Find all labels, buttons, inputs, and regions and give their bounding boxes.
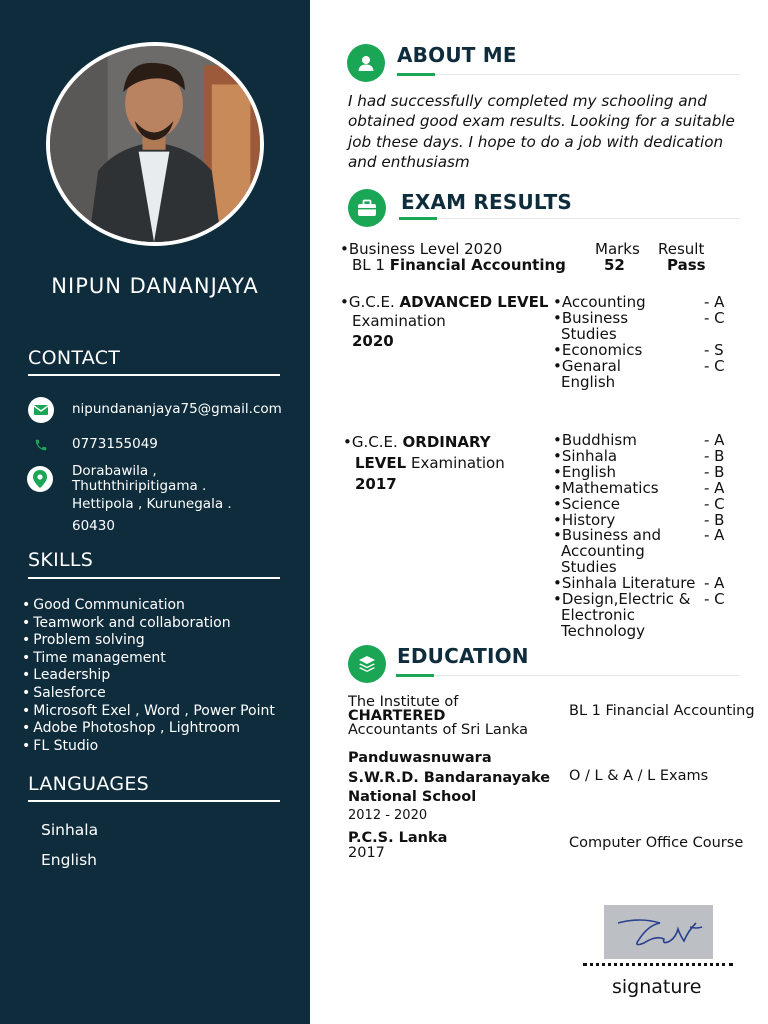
education-institution: [348, 694, 528, 739]
education-divider: [434, 675, 740, 676]
list-item: •Accounting: [553, 293, 646, 311]
advanced-subjects: [553, 295, 646, 390]
ordinary-level-year: 2017: [355, 475, 397, 493]
sidebar: [0, 0, 310, 1024]
location-pin-icon: [27, 466, 53, 492]
ordinary-subjects: [553, 433, 695, 640]
skills-divider: [28, 577, 280, 579]
list-item: • FL Studio: [22, 738, 275, 756]
marks-header: Marks: [595, 240, 640, 258]
grade: - C: [704, 356, 725, 375]
list-item: •English: [553, 462, 617, 481]
list-item: •Sinhala: [553, 446, 618, 465]
education-institution: [348, 831, 447, 861]
result-value: Pass: [667, 256, 706, 274]
skills-list: [22, 597, 275, 755]
language-item: Sinhala: [41, 821, 99, 839]
contact-address: [72, 463, 232, 535]
list-item: Studies: [561, 324, 617, 343]
institution-line: The Institute of: [348, 694, 459, 710]
list-item: Electronic: [561, 605, 635, 624]
list-item: • Time management: [22, 650, 275, 668]
grade: - A: [704, 431, 725, 449]
list-item: •Economics: [553, 340, 643, 359]
list-item: •Sinhala Literature: [553, 574, 696, 593]
address-line: Dorabawila ,: [72, 463, 157, 479]
ordinary-level-exam: [355, 455, 505, 471]
education-course: O / L & A / L Exams: [569, 768, 709, 784]
contact-divider: [28, 374, 280, 376]
list-item: •Business and: [553, 526, 661, 545]
languages-heading: LANGUAGES: [28, 773, 150, 795]
education-accent-line: [396, 674, 434, 677]
language-item: English: [41, 851, 97, 869]
contact-email[interactable]: nipundananjaya75@gmail.com: [72, 401, 282, 417]
signature-label: signature: [612, 976, 702, 998]
briefcase-icon: [348, 189, 386, 227]
ordinary-grades: [704, 433, 725, 608]
signature-line: [583, 958, 733, 966]
institution-years: 2012 - 2020: [348, 807, 428, 823]
list-item: •Genaral: [553, 356, 621, 375]
ordinary-level-word: LEVEL: [355, 454, 407, 472]
ordinary-level-prefix: G.C.E.: [351, 433, 403, 451]
list-item: •Science: [553, 494, 621, 513]
skills-heading: SKILLS: [28, 549, 94, 571]
institution-line: S.W.R.D. Bandaranayake: [348, 769, 551, 786]
grade: - S: [704, 340, 724, 359]
grade: - A: [704, 574, 725, 593]
exams-divider: [437, 218, 740, 219]
grade: - B: [704, 510, 725, 529]
list-item: • Problem solving: [22, 632, 275, 650]
business-level-subject-name: Financial Accounting: [389, 256, 566, 274]
education-course: Computer Office Course: [569, 835, 744, 851]
about-divider: [435, 74, 740, 75]
grade: - A: [704, 293, 725, 311]
user-icon: [347, 44, 385, 82]
address-line: Hettipola , Kurunegala .: [72, 496, 232, 512]
list-item: •History: [553, 510, 616, 529]
grade: - A: [704, 526, 725, 545]
marks-value: 52: [604, 256, 625, 274]
result-header: Result: [658, 240, 705, 258]
address-line: 60430: [72, 518, 115, 534]
list-item: • Salesforce: [22, 685, 275, 703]
grade: - C: [704, 590, 725, 609]
contact-heading: CONTACT: [28, 347, 121, 369]
advanced-level-prefix: G.C.E.: [348, 293, 400, 311]
mail-icon: [28, 397, 54, 423]
grade: - B: [704, 462, 725, 481]
education-course: BL 1 Financial Accounting: [569, 703, 755, 719]
grade: [704, 544, 725, 560]
business-level-subject: [352, 257, 566, 273]
ordinary-level-suffix: Examination: [406, 454, 505, 472]
exams-heading: EXAM RESULTS: [401, 190, 573, 214]
ordinary-level-title: •G.C.E. ORDINARY: [343, 433, 491, 451]
profile-photo: [46, 42, 264, 246]
list-item: Accounting: [561, 542, 645, 561]
ordinary-level-name: ORDINARY: [402, 433, 491, 451]
institution-years: 2017: [348, 845, 385, 861]
business-level-code: BL 1: [352, 256, 390, 274]
list-item: • Adobe Photoshop , Lightroom: [22, 720, 275, 738]
institution-line: P.C.S. Lanka: [348, 830, 448, 846]
education-heading: EDUCATION: [397, 644, 529, 668]
about-text: I had successfully completed my schooling and obtained good exam results. Looking for a suitable job these days. I hope to do a job with dedication and enthusiasm: [348, 92, 735, 172]
person-name: NIPUN DANANJAYA: [51, 274, 259, 298]
advanced-level-exam: Examination: [352, 312, 446, 330]
advanced-grades: [704, 295, 725, 375]
list-item: • Leadership: [22, 667, 275, 685]
list-item: •Design,Electric &: [553, 590, 691, 609]
grade: - C: [704, 308, 725, 327]
layers-icon: [348, 645, 386, 683]
business-level-title: •Business Level 2020: [340, 240, 503, 258]
list-item: • Teamwork and collaboration: [22, 615, 275, 633]
about-accent-line: [397, 73, 435, 76]
advanced-level-title: •G.C.E. ADVANCED LEVEL: [340, 293, 549, 311]
list-item: • Microsoft Exel , Word , Power Point: [22, 703, 275, 721]
contact-phone[interactable]: 0773155049: [72, 436, 158, 452]
languages-divider: [28, 800, 280, 802]
grade: - A: [704, 478, 725, 497]
institution-line: CHARTERED: [348, 708, 446, 724]
grade: - B: [704, 446, 725, 465]
about-heading: ABOUT ME: [397, 43, 517, 67]
list-item: English: [561, 372, 616, 391]
institution-line: National School: [348, 789, 477, 805]
signature-image: [604, 905, 713, 959]
business-level-line: Business Level 2020: [348, 240, 503, 258]
list-item: •Mathematics: [553, 478, 659, 497]
list-item: •Business: [553, 308, 629, 327]
institution-line: Panduwasnuwara: [348, 750, 492, 766]
list-item: •Buddhism: [553, 431, 637, 449]
phone-icon: [28, 432, 54, 458]
advanced-level-year: 2020: [352, 332, 394, 350]
grade: - C: [704, 494, 725, 513]
education-institution: [348, 749, 550, 824]
advanced-level-name: ADVANCED LEVEL: [399, 293, 549, 311]
list-item: Studies: [561, 558, 617, 577]
list-item: • Good Communication: [22, 597, 275, 615]
address-line: Thuththiripitigama .: [72, 478, 207, 494]
list-item: Technology: [561, 621, 646, 640]
exams-accent-line: [399, 217, 437, 220]
institution-line: Accountants of Sri Lanka: [348, 722, 529, 738]
